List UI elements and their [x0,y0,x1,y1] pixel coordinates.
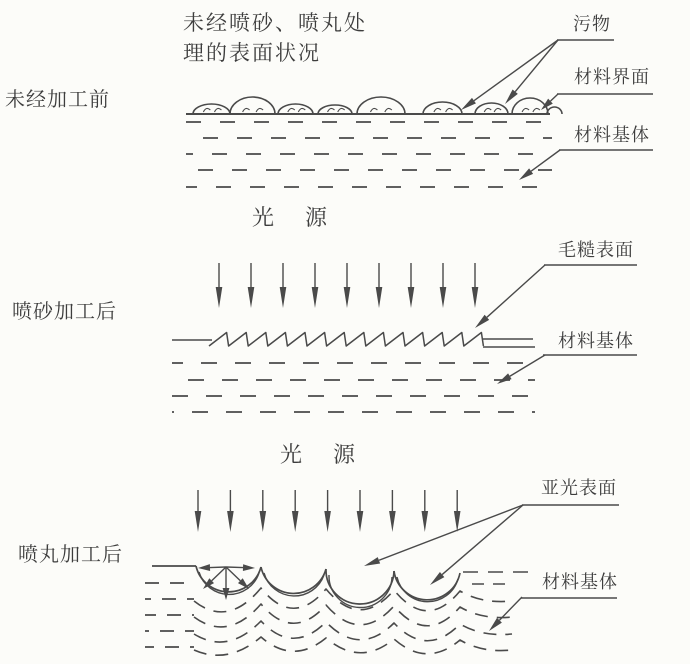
leader-arrowhead [519,168,533,180]
side-label-after-shot-peening: 喷丸加工后 [18,544,123,566]
dimple-arc-outer [261,567,326,593]
bump-mark [214,108,221,112]
bump-mark [484,108,491,112]
light-ray-arrowhead [357,511,364,532]
light-ray-arrowhead [344,287,351,308]
dirt-bump [423,102,462,114]
bump-mark [298,108,305,112]
leader-arrowhead [497,373,512,384]
caption-line2: 理的表面状况 [183,42,321,65]
callout-matte-surface: 亚光表面 [541,478,617,498]
bump-mark [385,108,392,112]
light-ray-arrowhead [324,511,331,532]
light-ray-arrowhead [376,287,383,308]
bump-mark [446,108,453,112]
bump-mark [288,108,295,112]
bump-mark [522,108,529,112]
light-ray-arrowhead [260,511,267,532]
side-label-before-processing: 未经加工前 [5,89,110,111]
leader-line [226,567,240,581]
leader-line [487,265,545,317]
light-ray-arrowhead [227,511,234,532]
bump-mark [338,108,345,112]
bump-mark [203,108,210,112]
dirt-bump [475,103,508,114]
leader-arrowhead [243,564,255,571]
dirt-bump [318,105,352,114]
leader-arrowhead [198,564,210,571]
caption-line1: 未经喷砂、喷丸处 [183,12,367,35]
leader-line [550,94,558,101]
dirt-bump [547,107,562,114]
dirt-bump [512,98,548,114]
dimple-arc-inner [329,575,392,608]
dimple-arc-inner [397,577,458,602]
light-ray-arrowhead [389,511,396,532]
light-ray-arrowhead [472,287,479,308]
dimple-arc-outer [394,571,460,600]
light-source-title-shotpeen: 光源 [280,442,387,467]
dirt-bump [278,104,313,114]
side-label-after-sandblasting: 喷砂加工后 [12,301,117,323]
zigzag-surface [209,333,483,347]
callout-material-interface: 材料界面 [574,67,650,87]
callout-material-substrate-bottom: 材料基体 [542,572,618,592]
light-source-title-sandblast: 光源 [252,205,359,230]
light-ray-arrowhead [408,287,415,308]
bump-mark [434,108,441,112]
leader-line [531,150,560,171]
leader-line [212,567,226,581]
callout-rough-surface: 毛糙表面 [558,240,634,260]
dimple-arc-inner [264,573,324,596]
leader-line [210,567,226,568]
leader-arrowhead [364,557,380,566]
bump-mark [243,108,250,112]
callout-dirt: 污物 [573,14,611,34]
light-ray-arrowhead [312,287,319,308]
light-ray-arrowhead [292,511,299,532]
dirt-bump [230,97,275,114]
dimple-arc-outer [326,569,394,604]
wavy-substrate-row [194,604,512,627]
leader-line [226,567,243,568]
leader-line [442,505,523,575]
leader-arrowhead [461,98,476,110]
leader-line [510,355,545,376]
dirt-bump [357,97,405,114]
light-ray-arrowhead [248,287,255,308]
dirt-bump [193,104,230,114]
light-ray-arrowhead [280,287,287,308]
bump-mark [533,108,540,112]
bump-mark [370,108,377,112]
light-ray-arrowhead [422,511,429,532]
light-ray-arrowhead [216,287,223,308]
bump-mark [256,108,263,112]
callout-material-substrate-middle: 材料基体 [558,331,634,351]
bump-mark [328,108,335,112]
light-ray-arrowhead [440,287,447,308]
leader-line [379,505,523,560]
callout-material-substrate-top: 材料基体 [574,125,650,145]
bump-mark [494,108,501,112]
leader-line [499,597,522,620]
light-ray-arrowhead [195,511,202,532]
